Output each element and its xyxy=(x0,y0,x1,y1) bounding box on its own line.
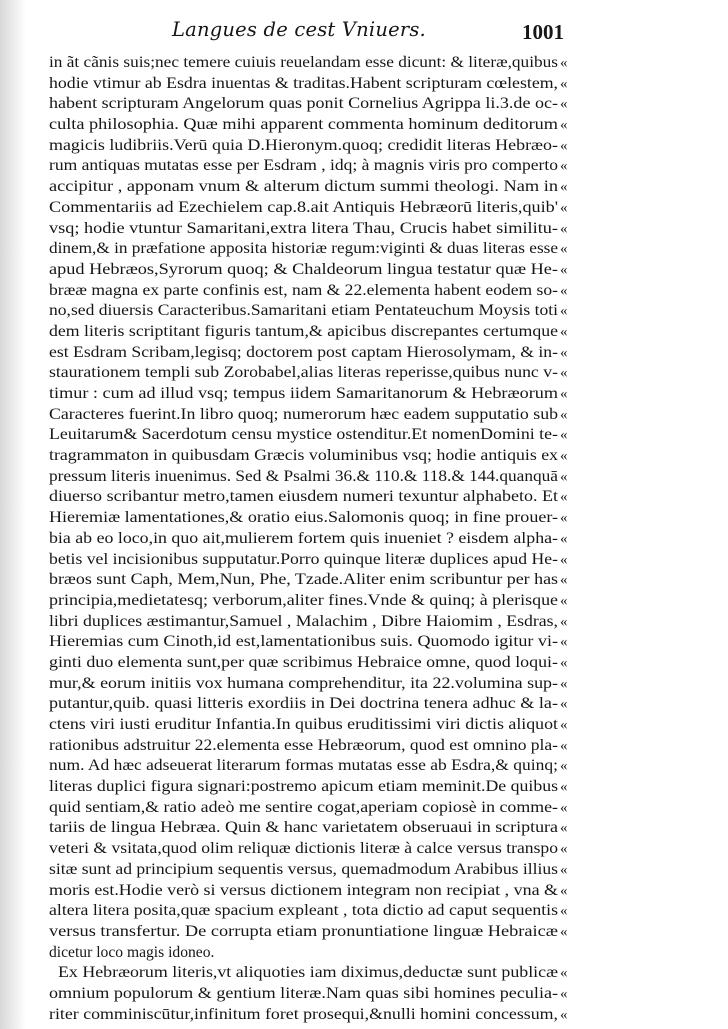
line-text: sitæ sunt ad principium sequentis versus, quemadmodum Arabibus illius xyxy=(49,860,559,878)
text-line xyxy=(0,943,728,964)
line-text: quid sentiam,& ratio adeò me sentire cogat,aperiam copiosè in comme- xyxy=(49,798,558,816)
text-line xyxy=(0,818,728,839)
line-text: Ex Hebræorum literis,vt aliquoties iam diximus,deductæ sunt publicæ xyxy=(58,964,559,982)
text-line xyxy=(0,487,728,508)
text-line xyxy=(0,363,728,384)
margin-quote-mark: « xyxy=(560,365,568,382)
margin-quote-mark: « xyxy=(560,75,568,92)
running-title: Langues de cest Vniuers. xyxy=(172,18,426,41)
margin-quote-mark: « xyxy=(560,344,568,361)
text-line xyxy=(0,53,728,74)
margin-quote-mark: « xyxy=(560,985,568,1002)
line-text: ginti duo elementa sunt,per quæ scribimus Hebraice omne, quod loqui- xyxy=(49,653,558,671)
text-line xyxy=(0,281,728,302)
line-text: timur : cum ad illud vsq; tempus iidem Samaritanorum & Hebræorum xyxy=(49,385,559,402)
line-text: dem literis scriptitant figuris tantum,& apicibus discrepantes certumque xyxy=(49,322,558,340)
text-line xyxy=(0,922,728,943)
margin-quote-mark: « xyxy=(560,241,568,258)
margin-quote-mark: « xyxy=(560,199,568,216)
margin-quote-mark: « xyxy=(560,654,568,671)
text-line xyxy=(0,177,728,198)
margin-quote-mark: « xyxy=(560,696,568,713)
text-line xyxy=(0,591,728,612)
margin-quote-mark: « xyxy=(560,572,568,589)
line-text: bia ab eo loco,in quo ait,mulierem fortem quis inueniet ? eisdem alpha- xyxy=(49,529,558,547)
line-text: in ãt cãnis suis;nec temere cuiuis reuelandam esse dicunt: & literæ,quibus xyxy=(49,54,558,71)
line-text: apud Hebræos,Syrorum quoq; & Chaldeorum lingua testatur quæ He- xyxy=(49,260,558,278)
text-line xyxy=(0,384,728,405)
text-line xyxy=(0,901,728,922)
text-line xyxy=(0,156,728,177)
text-line xyxy=(0,301,728,322)
text-line xyxy=(0,715,728,736)
line-text: putantur,quib. quasi litteris exordiis in Dei doctrina tenera adhuc & la- xyxy=(49,695,558,713)
text-line xyxy=(0,612,728,633)
text-line xyxy=(0,653,728,674)
margin-quote-mark: « xyxy=(560,634,568,651)
line-text: Caracteres fuerint.In libro quoq; numerorum hæc eadem supputatio sub xyxy=(49,405,559,423)
line-text: pressum literis inuenimus. Sed & Psalmi 36.& 110.& 118.& 144.quanquā xyxy=(49,467,558,485)
margin-quote-mark: « xyxy=(560,448,568,465)
line-text: staurationem templi sub Zorobabel,alias literas reperisse,quibus nunc v- xyxy=(49,364,558,382)
line-text: versus transfertur. De corrupta etiam pronuntiatione linguæ Hebraicæ xyxy=(49,922,558,940)
text-line xyxy=(0,425,728,446)
margin-quote-mark: « xyxy=(560,406,568,423)
margin-quote-mark: « xyxy=(560,137,568,154)
line-text: tariis de lingua Hebræa. Quin & hanc varietatem obseruaui in scriptura xyxy=(49,819,559,837)
text-line xyxy=(0,198,728,219)
margin-quote-mark: « xyxy=(560,96,568,113)
margin-quote-mark: « xyxy=(560,820,568,837)
line-text: moris est.Hodie verò si versus dictionem integram non recipiat , vna & xyxy=(49,881,559,899)
margin-quote-mark: « xyxy=(560,323,568,340)
margin-quote-mark: « xyxy=(560,386,568,402)
text-line xyxy=(0,74,728,95)
margin-quote-mark: « xyxy=(560,758,568,775)
text-line xyxy=(0,94,728,115)
margin-quote-mark: « xyxy=(560,737,568,754)
page-header xyxy=(0,18,728,52)
line-text: magicis ludibriis.Verū quia D.Hieronym.quoq; credidit literas Hebræo- xyxy=(49,136,558,154)
margin-quote-mark: « xyxy=(560,55,568,71)
line-text: Hieremias cum Cinoth,id est,lamentationibus suis. Quomodo igitur vi- xyxy=(49,633,559,651)
body-text xyxy=(0,53,728,1025)
text-line xyxy=(0,798,728,819)
line-text: est Esdram Scribam,legisq; doctorem post captam Hierosolymam, & in- xyxy=(49,343,559,361)
margin-quote-mark: « xyxy=(560,158,568,175)
margin-quote-mark: « xyxy=(560,841,568,858)
line-text: dinem,& in præfatione apposita historiæ regum:viginti & duas literas esse xyxy=(49,240,559,258)
margin-quote-mark: « xyxy=(560,882,568,899)
margin-quote-mark: « xyxy=(560,717,568,733)
text-line xyxy=(0,694,728,715)
line-text: rationibus adstruitur 22.elementa esse Hebræorum, quod est omnino pla- xyxy=(49,736,559,754)
margin-quote-mark: « xyxy=(560,530,568,547)
text-line xyxy=(0,777,728,798)
line-text: omnium populorum & gentium literæ.Nam quas sibi homines peculia- xyxy=(49,984,559,1002)
margin-quote-mark: « xyxy=(560,510,568,527)
margin-quote-mark: « xyxy=(560,468,568,485)
margin-quote-mark: « xyxy=(560,179,568,196)
line-text: accipitur , apponam vnum & alterum dictum summi theologi. Nam in xyxy=(49,178,558,196)
text-line xyxy=(0,570,728,591)
line-text: veteri & vsitata,quod olim reliquæ dictionis literæ à calce versus transpo xyxy=(49,840,559,858)
margin-quote-mark: « xyxy=(560,303,568,320)
text-line xyxy=(0,405,728,426)
line-text: mur,& eorum initiis vox humana comprehenditur, ita 22.volumina sup- xyxy=(49,674,558,692)
line-text: culta philosophia. Quæ mihi apparent commenta hominum deditorum xyxy=(49,116,559,134)
text-line xyxy=(0,260,728,281)
line-text: brææ magna ex parte confinis est, nam & 22.elementa habent eodem so- xyxy=(49,281,559,299)
text-line xyxy=(0,963,728,984)
margin-quote-mark: « xyxy=(560,861,568,878)
line-text: num. Ad hæc adseuerat literarum formas mutatas esse ab Esdra,& quinq; xyxy=(49,757,558,775)
text-line xyxy=(0,632,728,653)
line-text: Hieremiæ lamentationes,& oratio eius.Salomonis quoq; in fine prouer- xyxy=(49,509,559,527)
page-number: 1001 xyxy=(522,20,564,44)
line-text: dicetur loco magis idoneo. xyxy=(49,943,215,961)
line-text: hodie vtimur ab Esdra inuentas & traditas.Habent scripturam cœlestem, xyxy=(49,74,559,92)
text-line xyxy=(0,343,728,364)
line-text: Leuitarum& Sacerdotum censu mystice ostenditur.Et nomenDomini te- xyxy=(49,426,558,444)
margin-quote-mark: « xyxy=(560,923,568,940)
text-line xyxy=(0,529,728,550)
text-line xyxy=(0,860,728,881)
text-line xyxy=(0,1005,728,1026)
line-text: altera litera posita,quæ spacium expleant , tota dictio ad caput sequentis xyxy=(49,902,559,920)
margin-quote-mark: « xyxy=(560,261,568,278)
line-text: principia,medietatesq; verborum,aliter fines.Vnde & quinq; à plerisque xyxy=(49,591,559,609)
line-text: rum antiquas mutatas esse per Esdram , idq; à magnis viris pro comperto xyxy=(49,157,559,175)
text-line xyxy=(0,322,728,343)
text-line xyxy=(0,467,728,488)
line-text: habent scripturam Angelorum quas ponit Cornelius Agrippa li.3.de oc- xyxy=(49,95,559,113)
text-line xyxy=(0,550,728,571)
line-text: riter comminiscūtur,infinitum foret prosequi,&nulli homini concessum, xyxy=(49,1005,559,1023)
margin-quote-mark: « xyxy=(560,613,568,630)
text-line xyxy=(0,136,728,157)
text-line xyxy=(0,984,728,1005)
line-text: no,sed diuersis Caracteribus.Samaritani etiam Pentateuchum Moysis toti xyxy=(49,302,559,320)
margin-quote-mark: « xyxy=(560,965,568,982)
text-line xyxy=(0,239,728,260)
text-line xyxy=(0,756,728,777)
margin-quote-mark: « xyxy=(560,551,568,568)
line-text: betis vel incisionibus supputatur.Porro quinque literæ duplices apud He- xyxy=(49,550,558,568)
margin-quote-mark: « xyxy=(560,592,568,609)
text-line xyxy=(0,508,728,529)
line-text: bræos sunt Caph, Mem,Nun, Phe, Tzade.Aliter enim scribuntur per has xyxy=(49,571,559,589)
text-line xyxy=(0,839,728,860)
text-line xyxy=(0,219,728,240)
margin-quote-mark: « xyxy=(560,1006,568,1023)
line-text: Commentariis ad Ezechielem cap.8.ait Antiquis Hebræorū literis,quib' xyxy=(49,198,558,216)
line-text: literas duplici figura signari:postremo apicum etiam meminit.De quibus xyxy=(49,778,558,796)
text-line xyxy=(0,115,728,136)
margin-quote-mark: « xyxy=(560,903,568,920)
line-text: ctens viri iusti eruditur Infantia.In quibus eruditissimi viri dictis aliquot xyxy=(49,716,559,733)
margin-quote-mark: « xyxy=(560,675,568,692)
line-text: tragrammaton in quibusdam Græcis voluminibus vsq; hodie antiquis ex xyxy=(49,447,559,465)
margin-quote-mark: « xyxy=(560,220,568,237)
margin-quote-mark: « xyxy=(560,489,568,506)
margin-quote-mark: « xyxy=(560,427,568,444)
line-text: libri duplices æstimantur,Samuel , Malachim , Dibre Haiomim , Esdras, xyxy=(49,612,558,630)
text-line xyxy=(0,674,728,695)
text-line xyxy=(0,736,728,757)
line-text: diuerso scribantur metro,tamen eiusdem numeri texuntur alphabeto. Et xyxy=(49,488,559,506)
margin-quote-mark: « xyxy=(560,799,568,816)
margin-quote-mark: « xyxy=(560,282,568,299)
margin-quote-mark: « xyxy=(560,779,568,796)
margin-quote-mark: « xyxy=(560,117,568,134)
line-text: vsq; hodie vtuntur Samaritani,extra litera Thau, Crucis habet similitu- xyxy=(49,219,558,237)
text-line xyxy=(0,446,728,467)
text-line xyxy=(0,881,728,902)
